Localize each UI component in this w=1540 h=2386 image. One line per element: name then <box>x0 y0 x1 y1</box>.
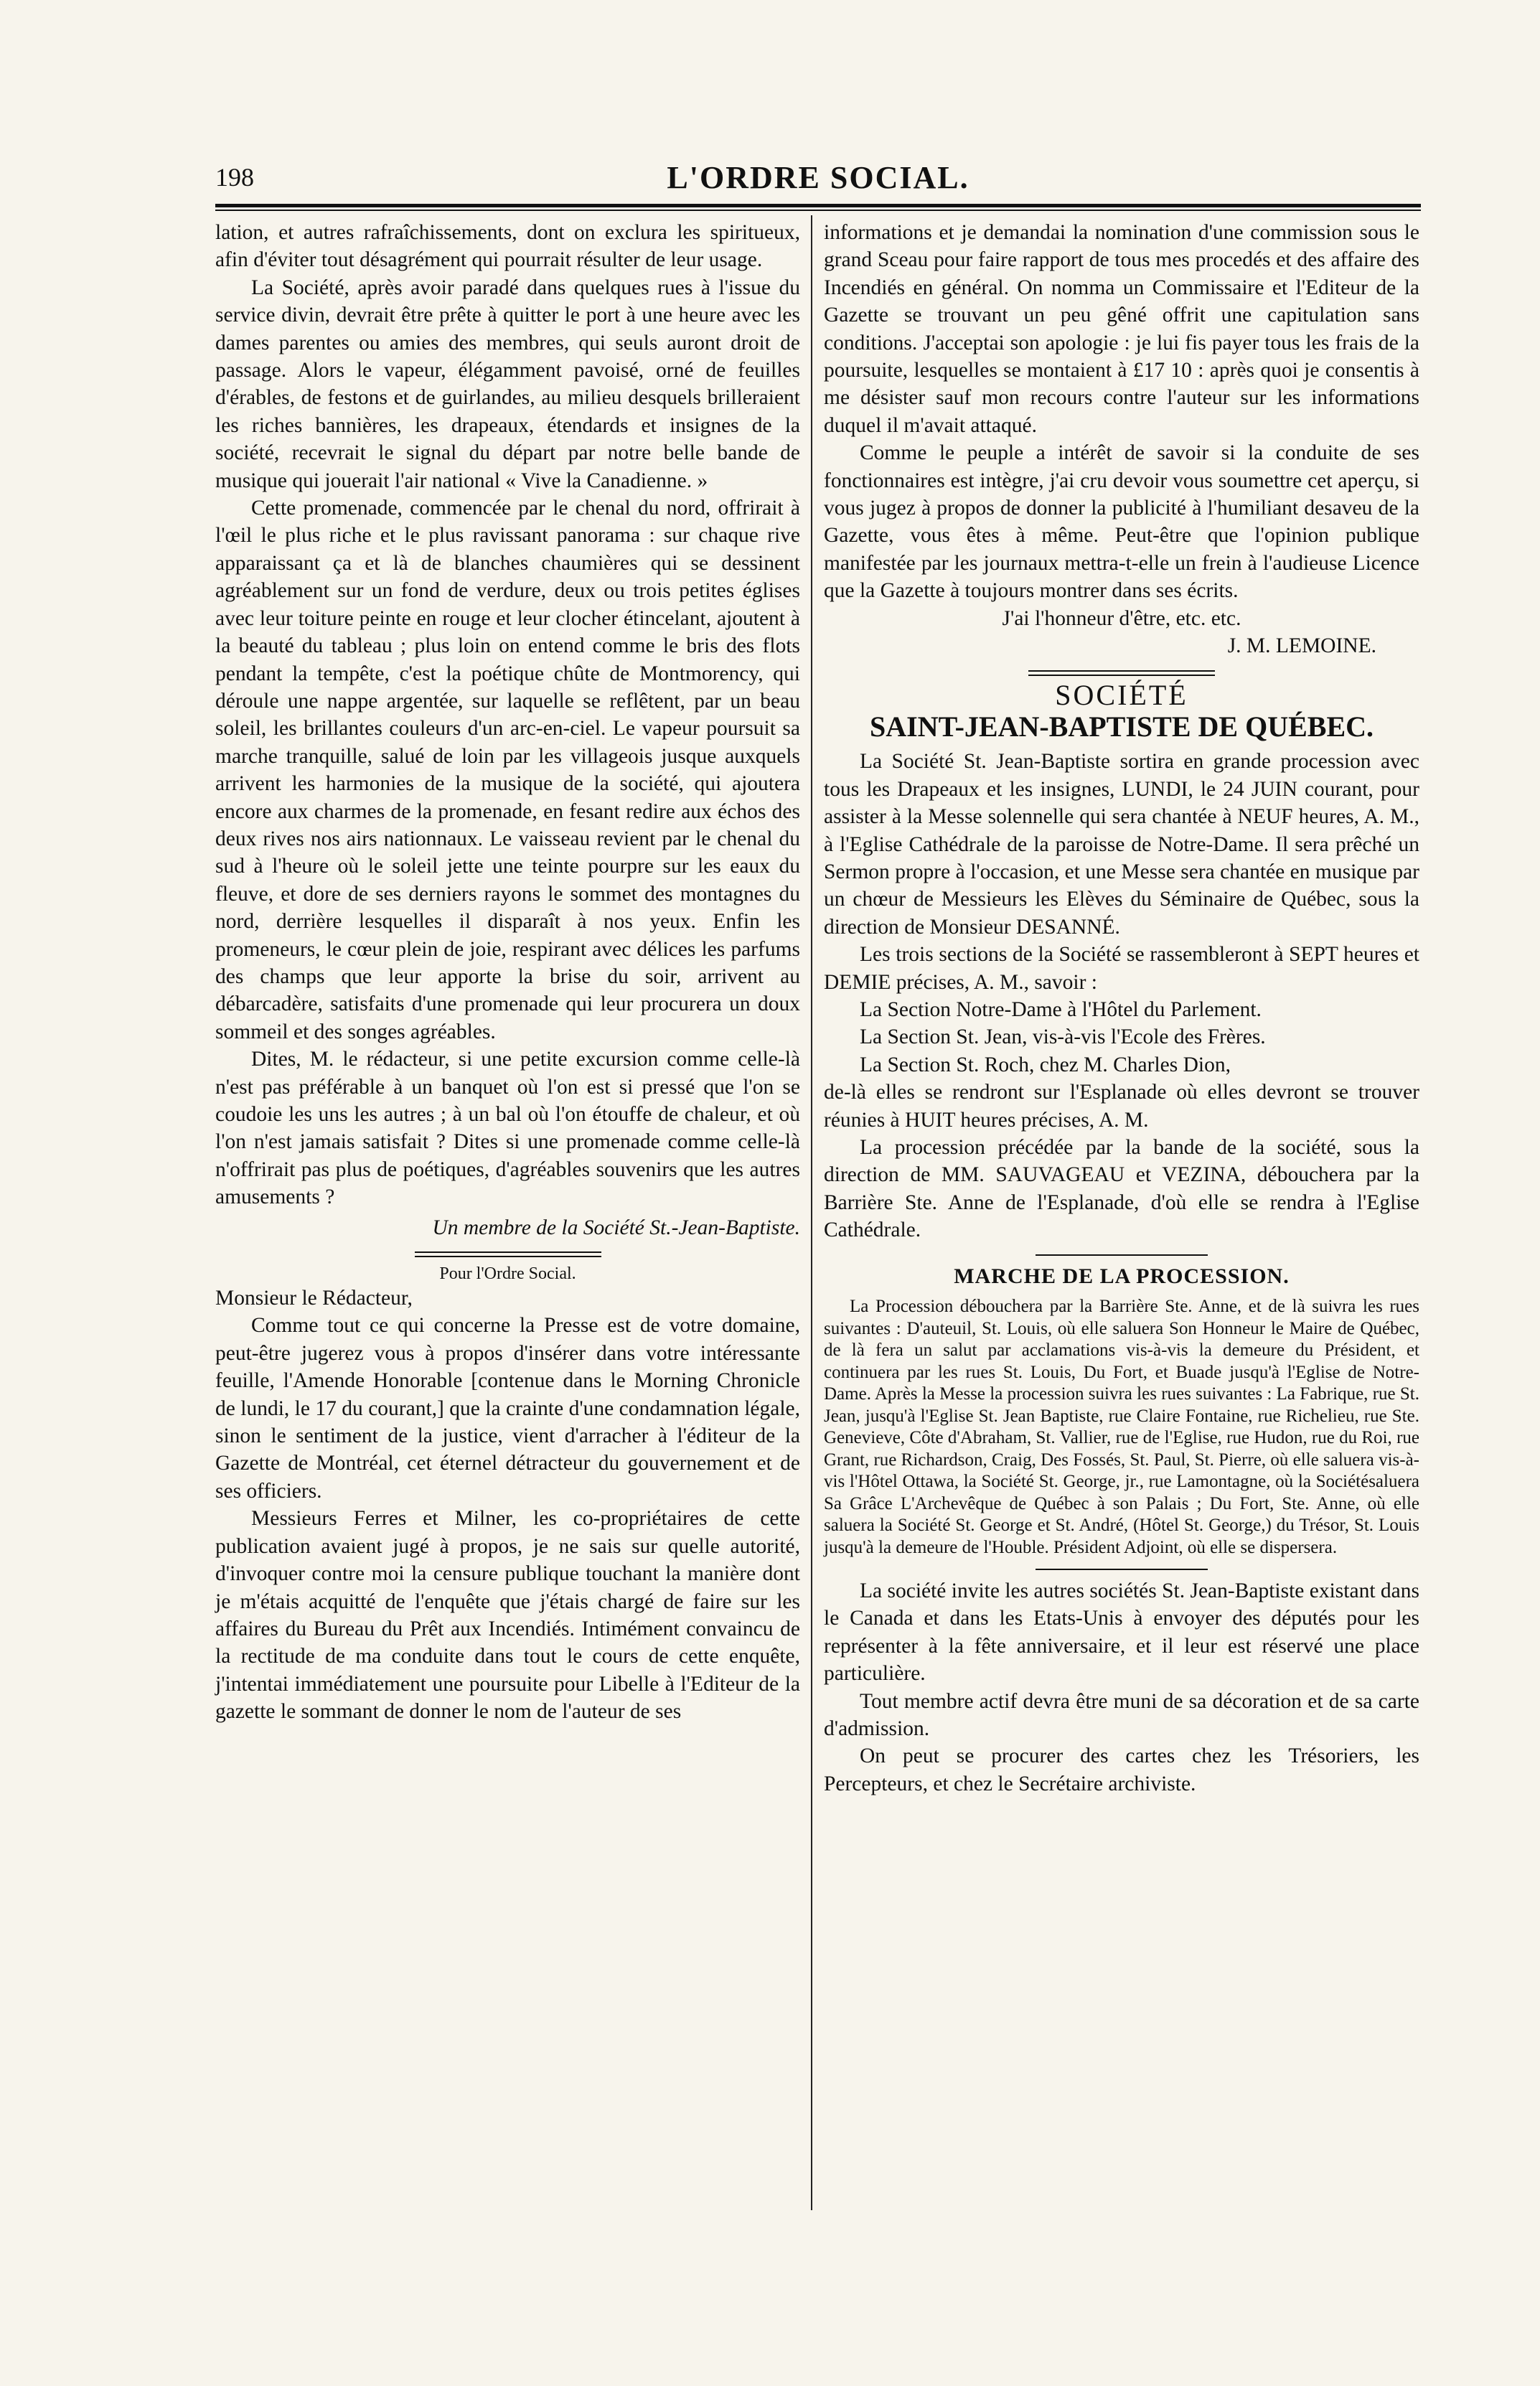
left-column <box>215 219 800 1726</box>
letter-signer: J. M. LEMOINE. <box>1227 634 1376 658</box>
left-paragraph-6: Messieurs Ferres et Milner, les co-propriétaires de cette publication avaient jugé à propos, je ne sais sur quelle autorité, d'invoquer contre moi la censure publique touchant la manière dont je m'étais acquitté de l'enquête que j'étais chargé de faire sur les affaires du Bureau du Prêt aux Incendiés. Intimément convaincu de la rectitude de ma conduite dans tout le cours de cette enquête, j'intentai immédiatement une poursuite pour Libelle à l'Editeur de la gazette le sommant de donner le nom de l'auteur de ses <box>215 1507 800 1724</box>
left-paragraph-2: La Société, après avoir paradé dans quelques rues à l'issue du service divin, devrait être prête à quitter le port à une heure avec les dames parentes ou amies des membres, qui seuls auront droit de passage. Alors le vapeur, élégamment pavoisé, orné de feuilles d'érables, de festons et de guirlandes, au milieu desquels brilleraient les riches bannières, les drapeaux, étendards et insignes de la société, recevrait le signal du départ par notre belle bande de musique qui jouerait l'air national « Vive la Canadienne. » <box>215 276 800 492</box>
running-title: L'ORDRE SOCIAL. <box>667 160 969 195</box>
article-signature: Un membre de la Société St.-Jean-Baptiste. <box>432 1216 800 1239</box>
marche-rule <box>1036 1254 1208 1256</box>
page-number: 198 <box>215 163 254 192</box>
procession-rule <box>1036 1569 1208 1570</box>
page-header <box>215 159 1421 202</box>
heading-societe: SOCIÉTÉ <box>1055 678 1188 711</box>
left-paragraph-3: Cette promenade, commencée par le chenal du nord, offrirait à l'œil le plus riche et le plus ravissant panorama : sur chaque rive apparaissant ça et là de blanches chaumières qui se dessinent agréablement sur un fond de verdure, deux ou trois petites églises avec leur toiture peinte en rouge et leur clocher étincelant, ajoutent à la beauté du tableau ; plus loin on entend comme le bris des flots pendant la tempête, c'est la poétique chûte de Montmorency, qui déroule une nappe argentée, sur laquelle se reflêtent, par un beau soleil, les brillantes couleurs d'un arc-en-ciel. Le vapeur poursuit sa marche tranquille, salué de loin par les villageois jusque auxquels arrivent les harmonies de la musique de la société, qui ajoutera encore aux charmes de la promenade, en fesant redire aux échos des deux rives nos airs nationnaux. Le vaisseau revient par le chenal du sud à l'heure où le soleil jette une teinte pourpre sur les eaux du fleuve, et dore de ses derniers rayons le sommet des montagnes du nord, derrière lesquelles il disparaît à nos yeux. Enfin les promeneurs, le cœur plein de joie, respirant avec délices les parfums des champs que leur apporte la brise du soir, arrivent au débarcadère, satisfaits d'une promenade qui leur procurera un doux sommeil et des songes agréables. <box>215 497 800 1043</box>
right-paragraph-7: La société invite les autres sociétés St. Jean-Baptiste existant dans le Canada et dans les Etats-Unis à envoyer des députés pour les représenter à la fête anniversaire, et il leur est réservé une place particulière. <box>824 1579 1419 1686</box>
section-st-roch: La Section St. Roch, chez M. Charles Dion, <box>860 1053 1231 1076</box>
right-paragraph-8: Tout membre actif devra être muni de sa décoration et de sa carte d'admission. <box>824 1689 1419 1741</box>
header-rule-thin <box>215 210 1421 211</box>
header-rule <box>215 204 1421 207</box>
procession-route: La Procession débouchera par la Barrière Ste. Anne, et de là suivra les rues suivantes : D'auteuil, St. Louis, où elle saluera Son Honneur le Maire de Québec, de là fera un salut par acclamations vis-à-vis la demeure du Président, et continuera par les rues St. Louis, Du Fort, et Buade jusqu'à l'Eglise de Notre-Dame. Après la Messe la procession suivra les rues suivantes : La Fabrique, rue St. Jean, jusqu'à l'Eglise St. Jean Baptiste, rue Claire Fontaine, rue Richelieu, rue Ste. Genevieve, Côte d'Abraham, St. Vallier, rue de l'Eglise, rue Hudon, rue du Roi, rue Grant, rue Richardson, Craig, Des Fossés, St. Paul, St. Pierre, où elle saluera vis-à-vis l'Hôtel Ottawa, la Société St. George, jr., rue Lamontagne, où la Sociétésaluera Sa Grâce L'Archevêque de Québec à son Palais ; Du Fort, Ste. Anne, où elle saluera la Société St. George et St. André, (Hôtel St. George,) du Trésor, St. Louis jusqu'à la demeure de l'Houble. Président Adjoint, où elle se dispersera. <box>824 1297 1419 1557</box>
heading-marche: MARCHE DE LA PROCESSION. <box>954 1264 1290 1288</box>
letter-salutation: Monsieur le Rédacteur, <box>215 1287 413 1310</box>
heading-saint-jean-baptiste: SAINT-JEAN-BAPTISTE DE QUÉBEC. <box>869 710 1374 743</box>
right-paragraph-3: La Société St. Jean-Baptiste sortira en grande procession avec tous les Drapeaux et les insignes, LUNDI, le 24 JUIN courant, pour assister à la Messe solennelle qui sera chantée à NEUF heures, A. M., à l'Eglise Cathédrale de la paroisse de Notre-Dame. Il sera prêché un Sermon propre à l'occasion, et une Messe sera chantée en musique par un chœur de Messieurs les Elèves du Séminaire de Québec, sous la direction de Monsieur DESANNÉ. <box>824 750 1419 939</box>
right-paragraph-1: informations et je demandai la nomination d'une commission sous le grand Sceau pour faire rapport de tous mes procedés et des affaire des Incendiés en général. On nomma un Commissaire et l'Editeur de la Gazette se trouvant un peu gêné offrit une capitulation sans conditions. J'acceptai son apologie : je lui fis payer tous les frais de la poursuite, lesquelles se montaient à £17 10 : après quoi je consentis à me désister sauf mon recours contre l'auteur sur les informations duquel il m'avait attaqué. <box>824 221 1419 437</box>
letter-closing: J'ai l'honneur d'être, etc. etc. <box>1002 606 1241 630</box>
right-paragraph-5: de-là elles se rendront sur l'Esplanade où elles devront se trouver réunies à HUIT heures précises, A. M. <box>824 1081 1419 1132</box>
right-column <box>824 219 1419 1798</box>
left-paragraph-5: Comme tout ce qui concerne la Presse est de votre domaine, peut-être jugerez vous à propos d'insérer dans votre intéressante feuille, l'Amende Honorable [contenue dans le Morning Chronicle de lundi, le 17 du courant,] que la crainte d'une condamnation légale, sinon le sentiment de la justice, vient d'arracher à l'éditeur de la Gazette de Montréal, cet éternel détracteur du gouvernement et de ses officiers. <box>215 1314 800 1503</box>
section-divider-right <box>1028 670 1215 676</box>
right-paragraph-6: La procession précédée par la bande de la société, sous la direction de MM. SAUVAGEAU et VEZINA, débouchera par la Barrière Ste. Anne de l'Esplanade, d'où elle se rendra à l'Eglise Cathédrale. <box>824 1136 1419 1242</box>
section-notre-dame: La Section Notre-Dame à l'Hôtel du Parlement. <box>860 997 1262 1021</box>
section-divider <box>415 1251 601 1257</box>
right-paragraph-2: Comme le peuple a intérêt de savoir si la conduite de ses fonctionnaires est intègre, j'ai cru devoir vous soumettre cet aperçu, si vous jugez à propos de donner la publicité à l'humiliant desaveu de la Gazette, vous êtes à même. Peut-être que l'opinion publique manifestée par les journaux mettra-t-elle un frein à l'audieuse Licence que la Gazette à toujours montrer dans ses écrits. <box>824 441 1419 603</box>
section-st-jean: La Section St. Jean, vis-à-vis l'Ecole des Frères. <box>860 1025 1266 1049</box>
column-divider <box>811 215 812 2210</box>
left-paragraph-4: Dites, M. le rédacteur, si une petite excursion comme celle-là n'est pas préférable à un banquet où l'on est si pressé que l'on se coudoie les uns les autres ; à un bal où l'on étouffe de chaleur, et où l'on n'est jamais satisfait ? Dites si une promenade comme celle-là n'offrirait pas plus de poétiques, d'agréables souvenirs que les autres amusements ? <box>215 1048 800 1209</box>
left-paragraph-1: lation, et autres rafraîchissements, dont on exclura les spiritueux, afin d'éviter tout désagrément qui pourrait résulter de leur usage. <box>215 221 800 272</box>
letter-heading: Pour l'Ordre Social. <box>439 1264 576 1284</box>
right-paragraph-4: Les trois sections de la Société se rassembleront à SEPT heures et DEMIE précises, A. M., savoir : <box>824 943 1419 994</box>
right-paragraph-9: On peut se procurer des cartes chez les Trésoriers, les Percepteurs, et chez le Secrétaire archiviste. <box>824 1744 1419 1795</box>
